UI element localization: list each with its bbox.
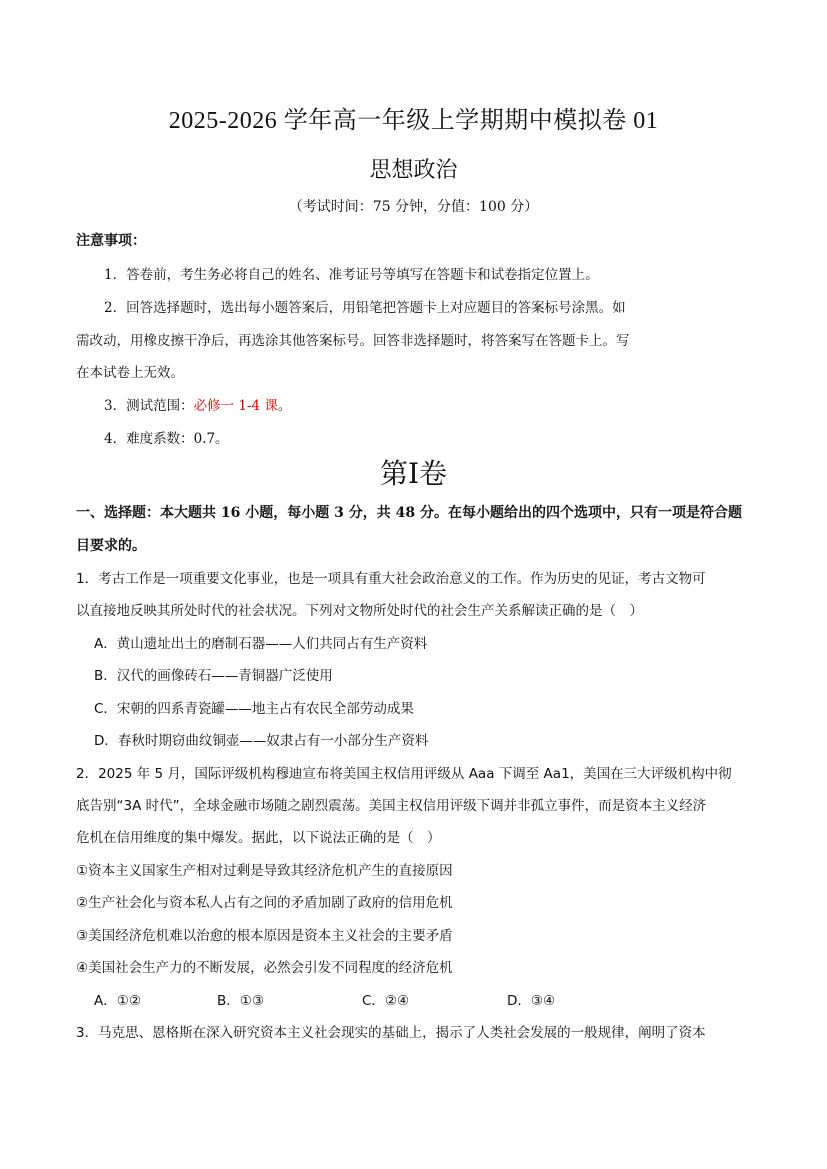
q1-stem-line-1: 1．考古工作是一项重要文化事业，也是一项具有重大社会政治意义的工作。作为历史的见证，考古文物可 [76, 571, 706, 587]
q2-stem-line-1: 2．2025 年 5 月，国际评级机构穆迪宣布将美国主权信用评级从 Aaa 下调至 Aa1，美国在三大评级机构中彻 [76, 766, 732, 782]
exam-info: （考试时间：75 分钟，分值：100 分） [288, 199, 539, 215]
part-heading-line-2: 目要求的。 [76, 538, 146, 554]
notice-item-2-line-3: 在本试卷上无效。 [76, 365, 184, 381]
q2-option-c: C．②④ [362, 993, 410, 1009]
q1-option-a: A．黄山遗址出土的磨制石器——人们共同占有生产资料 [94, 636, 428, 652]
notice-item-2-line-2: 需改动，用橡皮擦干净后，再选涂其他答案标号。回答非选择题时，将答案写在答题卡上。写 [76, 333, 630, 349]
q1-option-b: B．汉代的画像砖石——青铜器广泛使用 [94, 668, 333, 684]
q1-option-c: C．宋朝的四系青瓷罐——地主占有农民全部劳动成果 [94, 701, 414, 717]
q2-option-d: D．③④ [507, 993, 556, 1009]
notice-item-3 [104, 394, 291, 414]
notice-title: 注意事项： [76, 233, 146, 249]
notice-item-4: 4．难度系数：0.7。 [104, 431, 229, 447]
test-scope: 必修一 1-4 课 [193, 398, 278, 414]
q1-stem-line-2: 以直接地反映其所处时代的社会状况。下列对文物所处时代的社会生产关系解读正确的是（ ） [76, 603, 643, 619]
notice-item-1: 1．答卷前，考生务必将自己的姓名、准考证号等填写在答题卡和试卷指定位置上。 [104, 267, 599, 283]
part-heading-line-1: 一、选择题：本大题共 16 小题，每小题 3 分，共 48 分。在每小题给出的四个选项中，只有一项是符合题 [76, 505, 742, 521]
q2-statement-4: ④美国社会生产力的不断发展，必然会引发不同程度的经济危机 [76, 960, 453, 976]
q2-stem-line-3: 危机在信用维度的集中爆发。据此，以下说法正确的是（ ） [76, 830, 441, 846]
q2-option-b: B．①③ [217, 993, 264, 1009]
exam-title: 2025-2026 学年高一年级上学期期中模拟卷 01 [168, 108, 659, 134]
q3-stem-line-1: 3．马克思、恩格斯在深入研究资本主义社会现实的基础上，揭示了人类社会发展的一般规律，阐明了资本 [76, 1025, 706, 1041]
q2-statement-2: ②生产社会化与资本私人占有之间的矛盾加剧了政府的信用危机 [76, 895, 453, 911]
notice-item-2-line-1: 2．回答选择题时，选出每小题答案后，用铅笔把答题卡上对应题目的答案标号涂黑。如 [104, 300, 626, 316]
notice-item-3-suffix: 。 [277, 398, 292, 414]
section-title: 第I卷 [379, 457, 448, 490]
q1-option-d: D．春秋时期窃曲纹铜壶——奴隶占有一小部分生产资料 [94, 733, 429, 749]
notice-item-3-prefix: 3．测试范围： [104, 398, 194, 414]
q2-statement-3: ③美国经济危机难以治愈的根本原因是资本主义社会的主要矛盾 [76, 928, 453, 944]
q2-option-a: A．①② [94, 993, 141, 1009]
subject-title: 思想政治 [369, 158, 458, 183]
q2-statement-1: ①资本主义国家生产相对过剩是导致其经济危机产生的直接原因 [76, 863, 453, 879]
q2-stem-line-2: 底告别“3A 时代”，全球金融市场随之剧烈震荡。美国主权信用评级下调并非孤立事件，而是资本主义经济 [76, 798, 707, 814]
